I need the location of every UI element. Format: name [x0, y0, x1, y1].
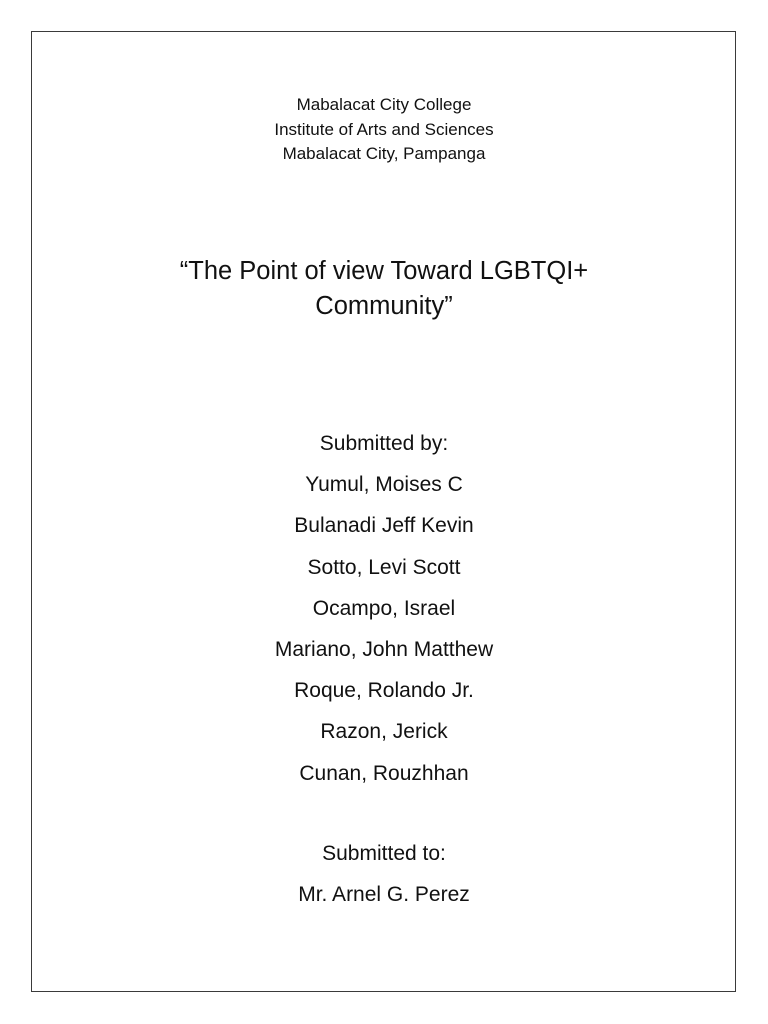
author-name: Ocampo, Israel [312, 596, 456, 620]
author-name: Yumul, Moises C [305, 473, 463, 497]
author-name: Mariano, John Matthew [274, 637, 494, 661]
instructor-name: Mr. Arnel G. Perez [298, 883, 470, 907]
document-title [0, 254, 768, 324]
author-name: Cunan, Rouzhhan [299, 761, 469, 785]
institution-header [0, 93, 768, 167]
submitted-by-section [0, 429, 768, 800]
college-location: Mabalacat City, Pampanga [282, 144, 486, 163]
institute-name: Institute of Arts and Sciences [274, 119, 494, 139]
title-line-2: Community” [315, 292, 453, 320]
submitted-by-label: Submitted by: [319, 432, 449, 455]
submitted-to-section [0, 839, 768, 921]
author-name: Sotto, Levi Scott [307, 555, 461, 579]
author-name: Bulanadi Jeff Kevin [294, 514, 474, 538]
author-name: Razon, Jerick [320, 720, 448, 744]
title-line-1: “The Point of view Toward LGBTQI+ [179, 257, 589, 285]
college-name: Mabalacat City College [296, 95, 472, 114]
submitted-to-label: Submitted to: [322, 842, 446, 865]
author-name: Roque, Rolando Jr. [294, 679, 474, 703]
